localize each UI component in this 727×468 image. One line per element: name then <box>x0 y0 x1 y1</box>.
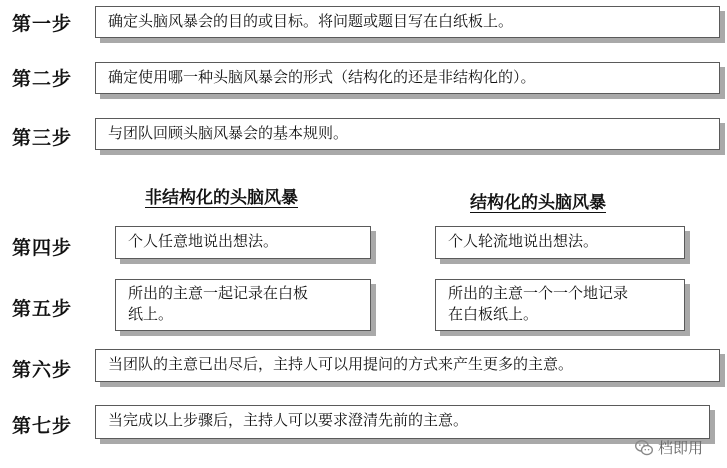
step-6-text: 当团队的主意已出尽后，主持人可以用提问的方式来产生更多的主意。 <box>108 355 574 373</box>
step-2-label: 第二步 <box>12 68 73 90</box>
step-5-label: 第五步 <box>12 298 73 320</box>
step-2-text: 确定使用哪一种头脑风暴会的形式（结构化的还是非结构化的）。 <box>108 68 536 86</box>
step-3-box <box>95 118 720 150</box>
step-7-box <box>95 405 710 439</box>
step-1-box <box>95 6 720 38</box>
structured-column-title: 结构化的头脑风暴 <box>470 193 606 213</box>
step-5-structured-line-1: 所出的主意一个一个地记录 <box>448 284 629 302</box>
step-5-structured-line-2: 在白板纸上。 <box>448 305 539 323</box>
step-6-box <box>95 349 720 382</box>
step-5-structured-box <box>435 279 685 331</box>
step-1-label: 第一步 <box>12 13 73 35</box>
step-7-label: 第七步 <box>12 415 73 437</box>
step-4-unstructured-box <box>115 226 371 259</box>
step-4-structured-text: 个人轮流地说出想法。 <box>448 232 599 250</box>
watermark-text: 档即用 <box>657 439 703 457</box>
step-3-text: 与团队回顾头脑风暴会的基本规则。 <box>108 124 349 142</box>
step-7-text: 当完成以上步骤后，主持人可以要求澄清先前的主意。 <box>108 411 469 429</box>
wechat-icon <box>634 438 654 458</box>
step-5-unstructured-box <box>115 279 371 331</box>
step-5-unstructured-line-2: 纸上。 <box>128 305 174 323</box>
step-4-unstructured-text: 个人任意地说出想法。 <box>128 232 279 250</box>
watermark <box>634 437 703 458</box>
step-4-label: 第四步 <box>12 237 73 259</box>
step-3-label: 第三步 <box>12 127 73 149</box>
step-2-box <box>95 62 720 94</box>
step-1-text: 确定头脑风暴会的目的或目标。将问题或题目写在白纸板上。 <box>108 12 514 30</box>
unstructured-column-title: 非结构化的头脑风暴 <box>145 188 298 208</box>
step-4-structured-box <box>435 226 685 259</box>
step-6-label: 第六步 <box>12 359 73 381</box>
step-5-unstructured-line-1: 所出的主意一起记录在白板 <box>128 284 309 302</box>
